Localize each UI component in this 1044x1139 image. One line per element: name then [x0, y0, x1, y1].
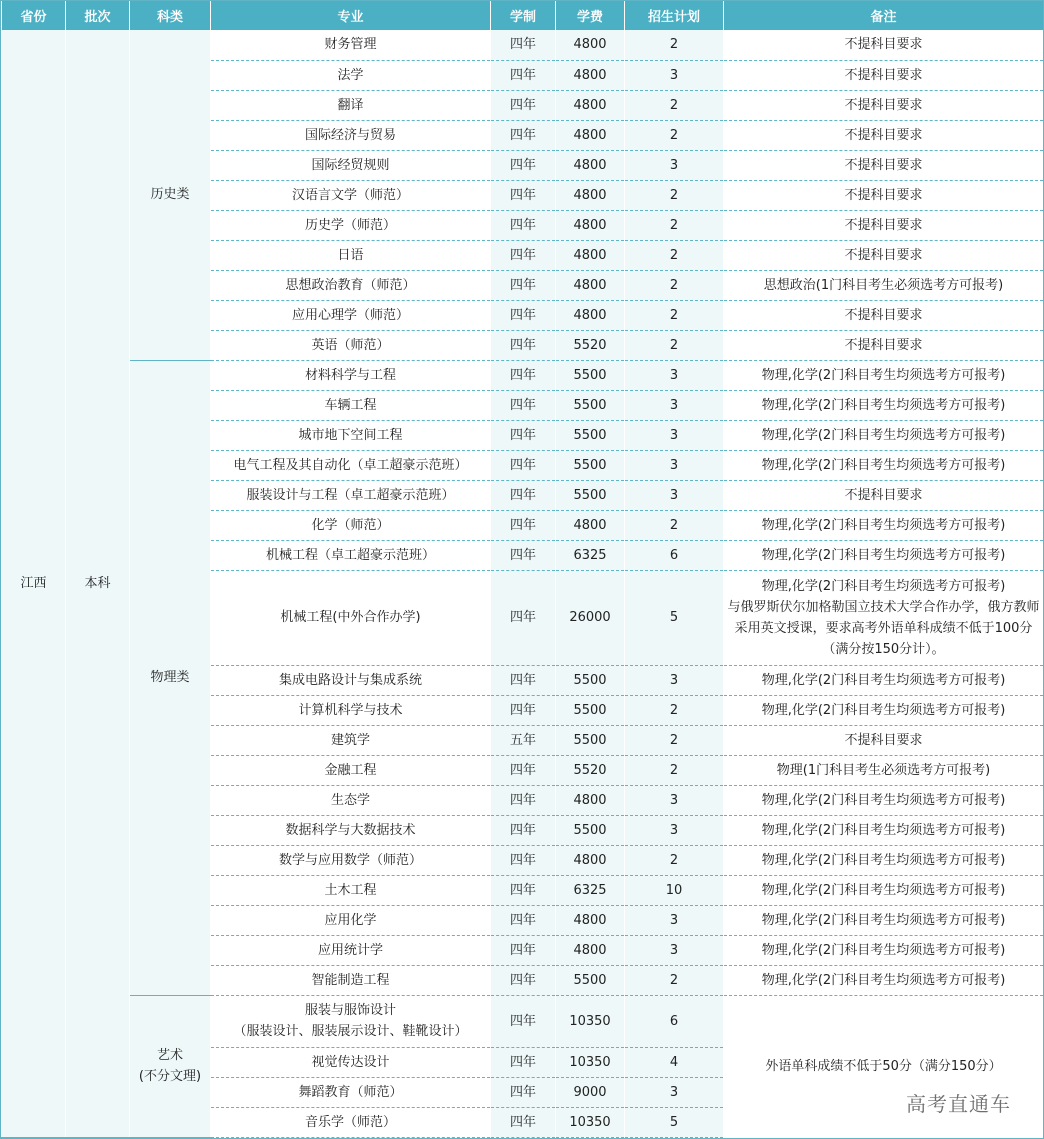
remarks-cell: 物理,化学(2门科目考生均须选考方可报考) [724, 875, 1044, 905]
remarks-cell: 不提科目要求 [724, 240, 1044, 270]
remarks-cell: 不提科目要求 [724, 725, 1044, 755]
major-cell: 金融工程 [211, 755, 491, 785]
duration-cell: 四年 [491, 420, 556, 450]
duration-cell: 四年 [491, 965, 556, 995]
major-cell: 英语（师范） [211, 330, 491, 360]
enrollment-plan-cell: 2 [625, 965, 724, 995]
tuition-cell: 5500 [556, 665, 625, 695]
remarks-cell: 不提科目要求 [724, 480, 1044, 510]
tuition-cell: 10350 [556, 1047, 625, 1077]
header-remarks: 备注 [724, 0, 1044, 30]
duration-cell: 四年 [491, 905, 556, 935]
major-cell: 城市地下空间工程 [211, 420, 491, 450]
enrollment-plan-cell: 2 [625, 30, 724, 60]
duration-cell: 四年 [491, 785, 556, 815]
duration-cell: 四年 [491, 210, 556, 240]
duration-cell: 四年 [491, 450, 556, 480]
tuition-cell: 4800 [556, 90, 625, 120]
enrollment-plan-cell: 2 [625, 725, 724, 755]
remarks-cell: 物理,化学(2门科目考生均须选考方可报考) [724, 510, 1044, 540]
admission-plan-table [1, 0, 1044, 1138]
enrollment-plan-cell: 3 [625, 360, 724, 390]
enrollment-plan-cell: 3 [625, 420, 724, 450]
duration-cell: 四年 [491, 1047, 556, 1077]
enrollment-plan-cell: 10 [625, 875, 724, 905]
enrollment-plan-cell: 2 [625, 120, 724, 150]
tuition-cell: 4800 [556, 270, 625, 300]
remarks-cell: 物理,化学(2门科目考生均须选考方可报考) [724, 540, 1044, 570]
tuition-cell: 4800 [556, 120, 625, 150]
tuition-cell: 4800 [556, 240, 625, 270]
remarks-cell: 物理,化学(2门科目考生均须选考方可报考) [724, 450, 1044, 480]
tuition-cell: 4800 [556, 935, 625, 965]
duration-cell: 四年 [491, 755, 556, 785]
tuition-cell: 5520 [556, 755, 625, 785]
enrollment-plan-cell: 3 [625, 665, 724, 695]
batch-cell: 本科 [66, 30, 130, 1137]
enrollment-plan-cell: 3 [625, 905, 724, 935]
enrollment-plan-cell: 2 [625, 755, 724, 785]
remarks-cell: 不提科目要求 [724, 150, 1044, 180]
major-cell: 材料科学与工程 [211, 360, 491, 390]
major-cell: 舞蹈教育（师范） [211, 1077, 491, 1107]
major-cell: 机械工程（卓工超豪示范班） [211, 540, 491, 570]
remarks-cell: 物理,化学(2门科目考生均须选考方可报考) [724, 845, 1044, 875]
major-cell [211, 995, 491, 1047]
enrollment-plan-cell: 3 [625, 1077, 724, 1107]
remarks-cell: 不提科目要求 [724, 180, 1044, 210]
tuition-cell: 9000 [556, 1077, 625, 1107]
remarks-cell-line: 与俄罗斯伏尔加格勒国立技术大学合作办学，俄方教师 [727, 599, 1040, 615]
duration-cell: 四年 [491, 90, 556, 120]
remarks-cell: 不提科目要求 [724, 120, 1044, 150]
major-cell: 财务管理 [211, 30, 491, 60]
remarks-cell: 物理,化学(2门科目考生均须选考方可报考) [724, 935, 1044, 965]
duration-cell: 四年 [491, 60, 556, 90]
enrollment-plan-cell: 2 [625, 300, 724, 330]
tuition-cell: 4800 [556, 300, 625, 330]
header-enrollment-plan: 招生计划 [625, 0, 724, 30]
remarks-cell: 物理(1门科目考生必须选考方可报考) [724, 755, 1044, 785]
duration-cell: 四年 [491, 510, 556, 540]
duration-cell: 四年 [491, 540, 556, 570]
tuition-cell: 5500 [556, 420, 625, 450]
major-cell: 日语 [211, 240, 491, 270]
major-cell: 法学 [211, 60, 491, 90]
duration-cell: 四年 [491, 570, 556, 665]
tuition-cell: 4800 [556, 30, 625, 60]
remarks-cell: 物理,化学(2门科目考生均须选考方可报考) [724, 815, 1044, 845]
table-row [2, 995, 1044, 1047]
header-duration: 学制 [491, 0, 556, 30]
duration-cell: 四年 [491, 180, 556, 210]
enrollment-plan-cell: 3 [625, 785, 724, 815]
tuition-cell: 4800 [556, 60, 625, 90]
major-cell: 应用心理学（师范） [211, 300, 491, 330]
enrollment-plan-cell: 6 [625, 540, 724, 570]
enrollment-plan-cell: 3 [625, 390, 724, 420]
tuition-cell: 6325 [556, 875, 625, 905]
enrollment-plan-cell: 5 [625, 1107, 724, 1137]
tuition-cell: 5500 [556, 480, 625, 510]
enrollment-plan-cell: 3 [625, 480, 724, 510]
major-cell: 思想政治教育（师范） [211, 270, 491, 300]
duration-cell: 四年 [491, 695, 556, 725]
duration-cell: 四年 [491, 390, 556, 420]
tuition-cell: 4800 [556, 210, 625, 240]
table-header-row [2, 0, 1044, 30]
tuition-cell: 4800 [556, 785, 625, 815]
enrollment-plan-cell: 2 [625, 695, 724, 725]
duration-cell: 四年 [491, 300, 556, 330]
tuition-cell: 5500 [556, 695, 625, 725]
major-cell: 应用统计学 [211, 935, 491, 965]
duration-cell: 四年 [491, 30, 556, 60]
enrollment-plan-cell: 4 [625, 1047, 724, 1077]
major-cell: 车辆工程 [211, 390, 491, 420]
category-cell-line: 艺术 [156, 1048, 183, 1063]
duration-cell: 四年 [491, 1077, 556, 1107]
major-cell-line: （服装设计、服装展示设计、鞋靴设计） [233, 1024, 468, 1039]
table-body [2, 30, 1044, 1137]
tuition-cell: 4800 [556, 845, 625, 875]
tuition-cell: 5500 [556, 725, 625, 755]
enrollment-plan-cell: 3 [625, 450, 724, 480]
tuition-cell: 5520 [556, 330, 625, 360]
tuition-cell: 26000 [556, 570, 625, 665]
enrollment-plan-cell: 3 [625, 935, 724, 965]
major-cell: 汉语言文学（师范） [211, 180, 491, 210]
tuition-cell: 5500 [556, 965, 625, 995]
remarks-cell: 不提科目要求 [724, 60, 1044, 90]
major-cell: 国际经济与贸易 [211, 120, 491, 150]
major-cell: 音乐学（师范） [211, 1107, 491, 1137]
duration-cell: 四年 [491, 845, 556, 875]
duration-cell: 四年 [491, 240, 556, 270]
province-cell: 江西 [2, 30, 66, 1137]
table-row [2, 360, 1044, 390]
remarks-cell [724, 570, 1044, 665]
remarks-cell: 不提科目要求 [724, 300, 1044, 330]
remarks-cell: 不提科目要求 [724, 330, 1044, 360]
duration-cell: 四年 [491, 995, 556, 1047]
enrollment-plan-cell: 3 [625, 60, 724, 90]
remarks-cell: 不提科目要求 [724, 90, 1044, 120]
tuition-cell: 4800 [556, 150, 625, 180]
header-province: 省份 [2, 0, 66, 30]
table-row [2, 30, 1044, 60]
major-cell: 计算机科学与技术 [211, 695, 491, 725]
major-cell: 历史学（师范） [211, 210, 491, 240]
tuition-cell: 6325 [556, 540, 625, 570]
remarks-cell: 物理,化学(2门科目考生均须选考方可报考) [724, 695, 1044, 725]
duration-cell: 四年 [491, 875, 556, 905]
tuition-cell: 5500 [556, 450, 625, 480]
major-cell: 数学与应用数学（师范） [211, 845, 491, 875]
tuition-cell: 4800 [556, 510, 625, 540]
header-major: 专业 [211, 0, 491, 30]
remarks-cell: 物理,化学(2门科目考生均须选考方可报考) [724, 785, 1044, 815]
duration-cell: 四年 [491, 270, 556, 300]
enrollment-plan-cell: 2 [625, 270, 724, 300]
major-cell: 视觉传达设计 [211, 1047, 491, 1077]
header-category: 科类 [130, 0, 211, 30]
major-cell: 应用化学 [211, 905, 491, 935]
tuition-cell: 10350 [556, 1107, 625, 1137]
enrollment-plan-cell: 2 [625, 845, 724, 875]
remarks-cell-line: 物理,化学(2门科目考生均须选考方可报考) [761, 578, 1006, 594]
duration-cell: 四年 [491, 360, 556, 390]
major-cell-line: 服装与服饰设计 [304, 1003, 396, 1018]
enrollment-plan-cell: 2 [625, 510, 724, 540]
enrollment-plan-cell: 6 [625, 995, 724, 1047]
tuition-cell: 4800 [556, 905, 625, 935]
remarks-cell: 思想政治(1门科目考生必须选考方可报考) [724, 270, 1044, 300]
remarks-cell: 不提科目要求 [724, 30, 1044, 60]
tuition-cell: 4800 [556, 180, 625, 210]
major-cell: 机械工程(中外合作办学) [211, 570, 491, 665]
tuition-cell: 10350 [556, 995, 625, 1047]
duration-cell: 四年 [491, 935, 556, 965]
enrollment-plan-cell: 5 [625, 570, 724, 665]
remarks-cell: 物理,化学(2门科目考生均须选考方可报考) [724, 360, 1044, 390]
major-cell: 数据科学与大数据技术 [211, 815, 491, 845]
duration-cell: 四年 [491, 815, 556, 845]
enrollment-plan-cell: 2 [625, 330, 724, 360]
major-cell: 国际经贸规则 [211, 150, 491, 180]
major-cell: 智能制造工程 [211, 965, 491, 995]
enrollment-plan-cell: 2 [625, 90, 724, 120]
watermark-text: 高考直通车 [906, 1092, 1011, 1116]
duration-cell: 四年 [491, 150, 556, 180]
duration-cell: 四年 [491, 480, 556, 510]
major-cell: 电气工程及其自动化（卓工超豪示范班） [211, 450, 491, 480]
remarks-cell: 物理,化学(2门科目考生均须选考方可报考) [724, 665, 1044, 695]
category-cell: 历史类 [130, 30, 211, 360]
duration-cell: 四年 [491, 665, 556, 695]
remarks-cell: 外语单科成绩不低于50分（满分150分） [724, 995, 1044, 1137]
duration-cell: 四年 [491, 1107, 556, 1137]
duration-cell: 四年 [491, 330, 556, 360]
major-cell: 翻译 [211, 90, 491, 120]
header-batch: 批次 [66, 0, 130, 30]
tuition-cell: 5500 [556, 815, 625, 845]
category-cell [130, 995, 211, 1137]
enrollment-plan-cell: 2 [625, 240, 724, 270]
tuition-cell: 5500 [556, 390, 625, 420]
major-cell: 建筑学 [211, 725, 491, 755]
duration-cell: 五年 [491, 725, 556, 755]
remarks-cell: 物理,化学(2门科目考生均须选考方可报考) [724, 905, 1044, 935]
major-cell: 化学（师范） [211, 510, 491, 540]
remarks-cell-line: 采用英文授课，要求高考外语单科成绩不低于100分 [734, 620, 1033, 636]
remarks-cell: 物理,化学(2门科目考生均须选考方可报考) [724, 965, 1044, 995]
enrollment-plan-cell: 3 [625, 815, 724, 845]
major-cell: 服装设计与工程（卓工超豪示范班） [211, 480, 491, 510]
major-cell: 生态学 [211, 785, 491, 815]
duration-cell: 四年 [491, 120, 556, 150]
enrollment-plan-cell: 2 [625, 180, 724, 210]
major-cell: 集成电路设计与集成系统 [211, 665, 491, 695]
remarks-cell-line: （满分按150分计）。 [822, 641, 945, 657]
remarks-cell: 不提科目要求 [724, 210, 1044, 240]
remarks-cell: 物理,化学(2门科目考生均须选考方可报考) [724, 390, 1044, 420]
category-cell-line: (不分文理) [138, 1069, 202, 1084]
tuition-cell: 5500 [556, 360, 625, 390]
enrollment-plan-cell: 3 [625, 150, 724, 180]
enrollment-plan-cell: 2 [625, 210, 724, 240]
category-cell: 物理类 [130, 360, 211, 995]
header-tuition: 学费 [556, 0, 625, 30]
major-cell: 土木工程 [211, 875, 491, 905]
remarks-cell: 物理,化学(2门科目考生均须选考方可报考) [724, 420, 1044, 450]
